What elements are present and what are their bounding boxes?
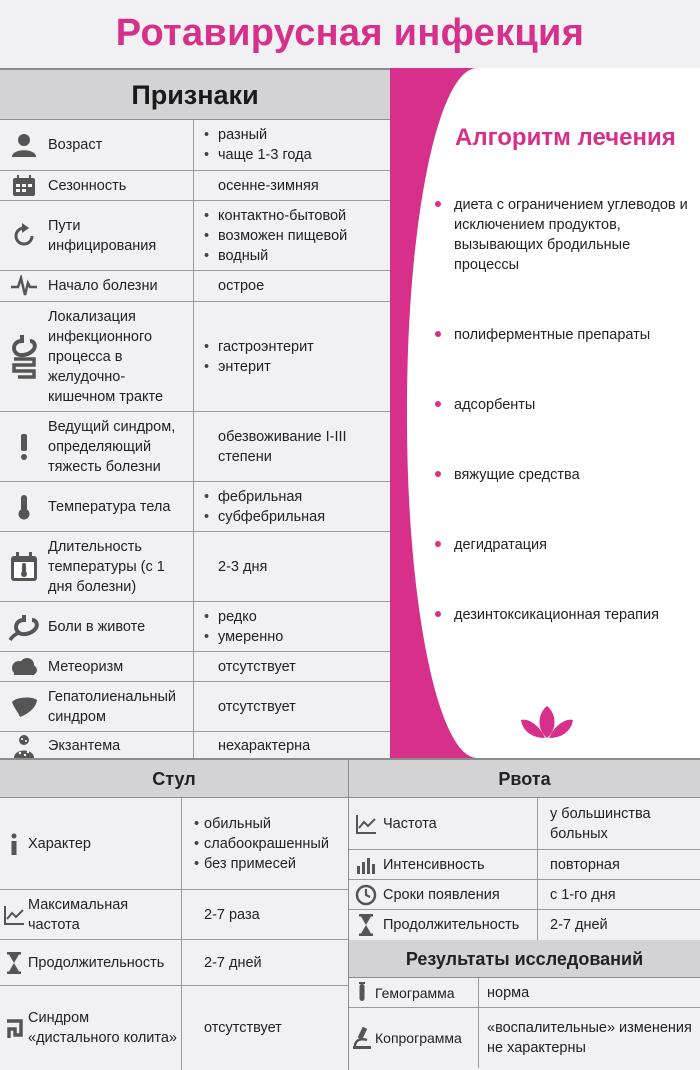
vomit-heading: Рвота	[349, 760, 700, 798]
row-label: Максимальная частота	[28, 890, 182, 939]
vomit-table	[348, 758, 700, 940]
row-label: Экзантема	[48, 732, 194, 760]
cloud-icon	[10, 658, 38, 676]
thermometer-icon	[17, 494, 31, 520]
table-row	[0, 412, 390, 482]
row-label: Частота	[383, 798, 538, 849]
row-label: Продолжительность	[383, 910, 538, 940]
line-chart-icon	[3, 905, 25, 925]
treatment-panel	[390, 68, 700, 758]
calendar-icon	[12, 175, 36, 197]
stomach-icon	[8, 613, 40, 641]
row-value: отсутствует	[218, 658, 296, 675]
row-value: острое	[218, 278, 265, 294]
table-row	[0, 120, 390, 171]
table-row	[0, 890, 348, 940]
table-row	[0, 302, 390, 412]
row-value: • редко	[204, 607, 390, 627]
list-item: вяжущие средства	[435, 465, 697, 485]
signs-table	[0, 68, 390, 758]
table-row	[0, 602, 390, 652]
table-row	[0, 986, 348, 1070]
row-value: повторная	[550, 856, 620, 873]
table-row	[0, 171, 390, 201]
person-icon	[11, 132, 37, 158]
table-row	[0, 732, 390, 760]
intestine-icon	[4, 1017, 24, 1039]
row-value: • умеренно	[204, 627, 390, 647]
results-heading: Результаты исследований	[349, 940, 700, 978]
line-chart-icon	[355, 814, 377, 834]
row-value: • чаще 1-3 года	[204, 145, 390, 165]
treatment-title: Алгоритм лечения	[455, 124, 676, 151]
row-label: Ведущий синдром, определяющий тяжесть болезни	[48, 412, 194, 481]
row-label: Сезонность	[48, 171, 194, 200]
refresh-icon	[11, 223, 37, 249]
list-item: адсорбенты	[435, 395, 697, 415]
row-label: Пути инфицирования	[48, 201, 194, 270]
row-value: • без примесей	[194, 854, 348, 874]
hourglass-icon	[358, 914, 374, 936]
info-icon	[10, 833, 18, 855]
row-value: отсутствует	[218, 698, 296, 715]
lotus-logo-icon	[519, 704, 575, 738]
table-row	[0, 271, 390, 302]
row-label: Копрограмма	[375, 1008, 479, 1068]
stool-table	[0, 758, 348, 1070]
row-value: обезвоживание I-III степени	[218, 428, 347, 465]
row-label: Метеоризм	[48, 652, 194, 681]
row-value: • гастроэнтерит	[204, 337, 390, 357]
table-row	[0, 482, 390, 532]
row-value: • фебрильная	[204, 487, 390, 507]
row-label: Боли в животе	[48, 602, 194, 651]
table-row	[0, 201, 390, 271]
row-label: Продолжительность	[28, 940, 182, 985]
rash-icon	[12, 734, 36, 758]
row-label: Интенсивность	[383, 850, 538, 879]
row-value: • контактно-бытовой	[204, 206, 390, 226]
row-value: норма	[487, 984, 530, 1001]
digestive-icon	[8, 333, 40, 381]
table-row	[349, 1008, 700, 1068]
row-value: отсутствует	[204, 1020, 282, 1036]
row-value: «воспалительные» изменения не характерны	[487, 1020, 692, 1056]
row-value: 2-7 дней	[550, 917, 608, 933]
exclamation-icon	[19, 434, 29, 460]
bar-chart-icon	[356, 856, 376, 874]
list-item: полиферментные препараты	[435, 325, 697, 345]
table-row	[349, 978, 700, 1008]
row-label: Температура тела	[48, 482, 194, 531]
row-value: • энтерит	[204, 357, 390, 377]
row-label: Возраст	[48, 120, 194, 170]
row-value: нехарактерна	[218, 738, 311, 754]
results-table	[348, 940, 700, 1070]
clock-icon	[355, 884, 377, 906]
hourglass-icon	[6, 952, 22, 974]
row-value: • обильный	[194, 814, 348, 834]
row-value: • слабоокрашенный	[194, 834, 348, 854]
list-item: дегидратация	[435, 535, 697, 555]
row-value: с 1-го дня	[550, 886, 616, 903]
row-label: Начало болезни	[48, 271, 194, 301]
test-tube-icon	[357, 982, 367, 1004]
stool-heading: Стул	[0, 760, 348, 798]
row-value: у большинства больных	[550, 805, 651, 842]
table-row	[0, 940, 348, 986]
table-row	[349, 910, 700, 940]
row-value: 2-7 дней	[204, 954, 262, 971]
table-row	[0, 652, 390, 682]
liver-icon	[10, 696, 38, 718]
row-label: Гемограмма	[375, 978, 479, 1007]
list-item: диета с ограничением углеводов и исключением продуктов, вызывающих бродильные процессы	[435, 195, 697, 275]
row-value: • возможен пищевой	[204, 226, 390, 246]
list-item: дезинтоксикационная терапия	[435, 605, 697, 625]
row-label: Характер	[28, 798, 182, 889]
table-row	[0, 798, 348, 890]
row-value: 2-7 раза	[204, 906, 260, 923]
table-row	[349, 880, 700, 910]
row-label: Локализация инфекционного процесса в желудочно-кишечном тракте	[48, 302, 194, 411]
row-value: • водный	[204, 246, 390, 266]
page-title: Ротавирусная инфекция	[115, 12, 585, 54]
table-row	[0, 682, 390, 732]
calendar-thermometer-icon	[10, 552, 38, 582]
row-value: 2-3 дня	[218, 558, 268, 575]
signs-heading: Признаки	[0, 70, 390, 120]
microscope-icon	[351, 1026, 373, 1050]
row-value: • субфебрильная	[204, 507, 390, 527]
row-label: Гепатолиенальный синдром	[48, 682, 194, 731]
table-row	[349, 798, 700, 850]
row-label: Длительность температуры (с 1 дня болезни)	[48, 532, 194, 601]
row-label: Сроки появления	[383, 880, 538, 909]
pulse-icon	[10, 275, 38, 297]
row-value: • разный	[204, 125, 390, 145]
table-row	[349, 850, 700, 880]
row-value: осенне-зимняя	[218, 177, 319, 194]
table-row	[0, 532, 390, 602]
row-label: Синдром «дистального колита»	[28, 986, 182, 1070]
